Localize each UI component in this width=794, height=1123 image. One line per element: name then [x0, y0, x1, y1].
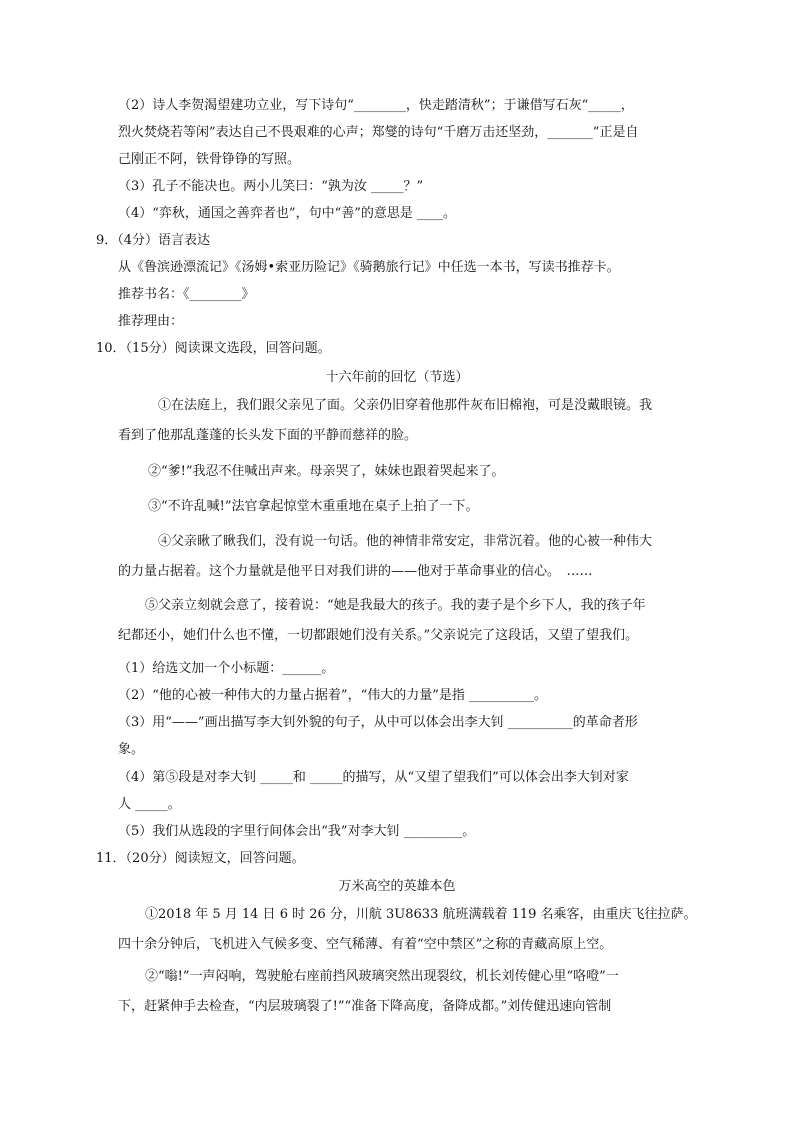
q10-para4-line1: ④父亲瞅了瞅我们，没有说一句话。他的神情非常安定，非常沉着。他的心被一种伟大 — [158, 534, 653, 549]
q8-part2-line1: （2）诗人李贺渴望建功立业，写下诗句“________，快走踏清秋”；于谦借写石灰“_____， — [118, 98, 634, 113]
q10-para5-line2: 纪都还小，她们什么也不懂，一切都跟她们没有关系。”父亲说完了这段话，又望了望我们。 — [118, 628, 639, 643]
q10-para1-line1: ①在法庭上，我们跟父亲见了面。父亲仍旧穿着他那件灰布旧棉袍，可是没戴眼镜。我 — [158, 398, 653, 413]
q10-sub4-line2: 人 _____。 — [118, 797, 181, 812]
q11-passage-title: 万米高空的英雄本色 — [338, 879, 456, 894]
q9-book-name: 推荐书名：《________》 — [118, 287, 255, 302]
q9-prompt: 从《鲁滨逊漂流记》《汤姆•索亚历险记》《骑鹅旅行记》中任选一本书，写读书推荐卡。 — [118, 260, 620, 275]
q10-para1-line2: 看到了他那乱蓬蓬的长头发下面的平静而慈祥的脸。 — [118, 428, 418, 443]
q10-passage-title: 十六年前的回忆（节选） — [325, 370, 469, 385]
q9-heading: 9．（4分）语言表达 — [96, 233, 211, 248]
q10-sub5: （5）我们从选段的字里行间体会出“我”对李大钊 _________。 — [118, 824, 476, 839]
q11-para1-line2: 四十余分钟后，飞机进入气候多变、空气稀薄、有着“空中禁区”之称的青藏高原上空。 — [118, 937, 613, 952]
q10-sub2: （2）“他的心被一种伟大的力量占据着”，“伟大的力量”是指 __________。 — [118, 688, 547, 703]
q10-para3: ③“不许乱喊!”法官拿起惊堂木重重地在桌子上拍了一下。 — [148, 499, 479, 514]
q8-part4: （4）“弈秋，通国之善弈者也”，句中“善”的意思是 ____。 — [118, 206, 456, 221]
q11-heading: 11．（20分）阅读短文，回答问题。 — [96, 851, 305, 866]
q11-para2-line2: 下，赶紧伸手去检查，“内层玻璃裂了!”“准备下降高度，备降成都。”刘传健迅速向管制 — [118, 999, 612, 1014]
q10-sub3-line1: （3）用“——”画出描写李大钊外貌的句子，从中可以体会出李大钊 __________的革命者形 — [118, 715, 638, 730]
q10-para4-line2: 的力量占据着。这个力量就是他平日对我们讲的——他对于革命事业的信心。 …… — [118, 564, 593, 579]
q8-part2-line2: 烈火焚烧若等闲”表达自己不畏艰难的心声；郑燮的诗句“千磨万击还坚劲，_______”正是自 — [118, 125, 639, 140]
q10-para2: ②“爹!”我忍不住喊出声来。母亲哭了，妹妹也跟着哭起来了。 — [148, 464, 505, 479]
q11-para1-line1: ①2018 年 5 月 14 日 6 时 26 分，川航 3U8633 航班满载着 119 名乘客，由重庆飞往拉萨。 — [145, 907, 697, 922]
q10-sub3-line2: 象。 — [118, 742, 145, 757]
q10-heading: 10．（15分）阅读课文选段，回答问题。 — [96, 341, 331, 356]
q11-para2-line1: ②“嗡!”一声闷响，驾驶舱右座前挡风玻璃突然出现裂纹，机长刘传健心里“咯噔”一 — [145, 969, 619, 984]
q8-part2-line3: 己刚正不阿，铁骨铮铮的写照。 — [118, 152, 301, 167]
q10-sub4-line1: （4）第⑤段是对李大钊 _____和 _____的描写，从“又望了望我们”可以体会出李大钊对家 — [118, 770, 629, 785]
q8-part3: （3）孔子不能决也。两小儿笑曰：“孰为汝 _____？” — [118, 179, 424, 194]
q10-para5-line1: ⑤父亲立刻就会意了，接着说：“她是我最大的孩子。我的妻子是个乡下人，我的孩子年 — [145, 598, 646, 613]
q9-reason: 推荐理由： — [118, 314, 184, 329]
q10-sub1: （1）给选文加一个小标题：______。 — [118, 661, 335, 676]
